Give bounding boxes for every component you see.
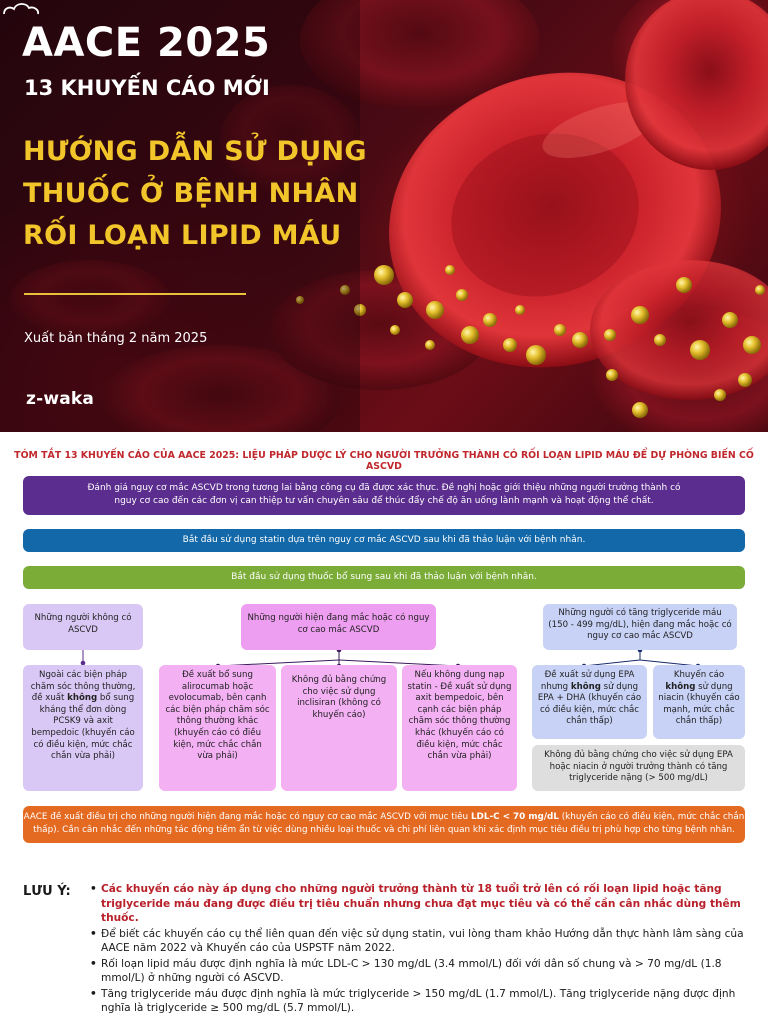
tg-recommendation-niacin bbox=[653, 665, 745, 739]
publication-date: Xuất bản tháng 2 năm 2025 bbox=[24, 331, 208, 346]
hero-subtitle: 13 KHUYẾN CÁO MỚI bbox=[24, 76, 270, 100]
cloud-logo-icon bbox=[0, 0, 80, 32]
note-item: • Rối loạn lipid máu được định nghĩa là mức LDL-C > 130 mg/dL (3.4 mmol/L) đối với dân số chung và > 70 mg/dL (1.8 mmol/L) ở những người có ASCVD. bbox=[90, 957, 750, 986]
note-item: • Các khuyến cáo này áp dụng cho những người trưởng thành từ 18 tuổi trở lên có rối loạn lipid hoặc tăng triglyceride máu đang được điều trị tiêu chuẩn nhưng chưa đạt mục tiêu và có thể cần cân nhắc dùng thêm thuốc. bbox=[90, 882, 750, 926]
hero-heading-line-1: HƯỚNG DẪN SỬ DỤNG bbox=[23, 136, 367, 167]
tg-severe-evidence-note: Không đủ bằng chứng cho việc sử dụng EPA hoặc niacin ở người trưởng thành có tăng triglyceride nặng (> 500 mg/dL) bbox=[532, 745, 745, 791]
notes-list bbox=[90, 882, 750, 1017]
summary-title: TÓM TẮT 13 KHUYẾN CÁO CỦA AACE 2025: LIỆU PHÁP DƯỢC LÝ CHO NGƯỜI TRƯỞNG THÀNH CÓ RỐI LOẠN LIPID MÁU ĐỂ DỰ PHÒNG BIẾN CỐ ASCVD bbox=[14, 450, 754, 472]
band-risk-assessment bbox=[23, 476, 745, 515]
tg-epa-text-bold: không bbox=[570, 681, 601, 692]
group-no-ascvd-recommendation bbox=[23, 665, 143, 791]
tg-recommendation-epa bbox=[532, 665, 647, 739]
band-supplement: Bắt đầu sử dụng thuốc bổ sung sau khi đã thảo luận với bệnh nhân. bbox=[23, 566, 745, 589]
tg-epa-text-2: sử dụng EPA + DHA (khuyến cáo có điều kiện, mức chắc chắn thấp) bbox=[537, 681, 642, 727]
note-item: • Tăng triglyceride máu được định nghĩa là mức triglyceride > 150 mg/dL (1.7 mmol/L). Tăng triglyceride nặng được định nghĩa là triglyceride ≥ 500 mg/dL (5.7 mmol/L). bbox=[90, 987, 750, 1016]
group-ascvd-header: Những người hiện đang mắc hoặc có nguy cơ cao mắc ASCVD bbox=[241, 604, 436, 650]
notes-label: LƯU Ý: bbox=[23, 884, 71, 899]
group-no-ascvd-header: Những người không có ASCVD bbox=[23, 604, 143, 650]
ldl-target-recommendation bbox=[23, 806, 745, 843]
tg-niacin-text-bold: không bbox=[665, 681, 696, 692]
no-ascvd-text-1: Ngoài các biện pháp chăm sóc thông thường, đề xuất bbox=[30, 670, 136, 704]
ldl-target-text-2: (khuyến cáo có điều kiện, mức chắc chắn bbox=[561, 812, 745, 822]
tg-niacin-text-1: Khuyến cáo bbox=[673, 670, 725, 680]
ldl-target-value: LDL-C < 70 mg/dL bbox=[470, 812, 559, 822]
hero-divider bbox=[24, 293, 246, 295]
ldl-target-text-1: AACE đề xuất điều trị cho những người hiện đang mắc hoặc có nguy cơ cao mắc ASCVD với mục tiêu bbox=[23, 812, 469, 822]
ascvd-recommendation-bempedoic: Nếu không dung nạp statin - Đề xuất sử dụng axit bempedoic, bên cạnh các biện pháp chăm sóc thông thường khác (khuyến cáo có điều kiện, mức chắc chắn vừa phải) bbox=[402, 665, 517, 791]
group-triglyceride-header: Những người có tăng triglyceride máu (150 - 499 mg/dL), hiện đang mắc hoặc có nguy cơ cao mắc ASCVD bbox=[543, 604, 737, 650]
brand-logo-text: z-waka bbox=[26, 389, 95, 409]
band-statin: Bắt đầu sử dụng statin dựa trên nguy cơ mắc ASCVD sau khi đã thảo luận với bệnh nhân. bbox=[23, 529, 745, 552]
band-risk-assessment-line-2: nguy cơ cao đến các đơn vị can thiệp tư vấn chuyên sâu để thúc đẩy chế độ ăn uống lành mạnh và hoạt động thể chất. bbox=[114, 496, 654, 506]
hero-banner bbox=[0, 0, 768, 432]
ascvd-recommendation-inclisiran: Không đủ bằng chứng cho việc sử dụng inclisiran (không có khuyến cáo) bbox=[281, 665, 397, 791]
hero-heading-line-2: THUỐC Ở BỆNH NHÂN bbox=[23, 178, 359, 209]
ascvd-recommendation-alirocumab: Đề xuất bổ sung alirocumab hoặc evolocumab, bên cạnh các biện pháp chăm sóc thông thường khác (khuyến cáo có điều kiện, mức chắc chắn vừa phải) bbox=[159, 665, 276, 791]
hero-heading-line-3: RỐI LOẠN LIPID MÁU bbox=[23, 220, 342, 251]
note-item: • Để biết các khuyến cáo cụ thể liên quan đến việc sử dụng statin, vui lòng tham khảo Hướng dẫn thực hành lâm sàng của AACE năm 2022 và Khuyến cáo của USPSTF năm 2022. bbox=[90, 927, 750, 956]
hero-title: AACE 2025 bbox=[22, 20, 271, 66]
band-risk-assessment-line-1: Đánh giá nguy cơ mắc ASCVD trong tương lai bằng công cụ đã được xác thực. Đề nghị hoặc giới thiệu những người trưởng thành có bbox=[87, 483, 681, 493]
no-ascvd-text-bold: không bbox=[67, 693, 98, 704]
ldl-target-text-3: thấp). Cần cân nhắc đến những tác động tiềm ẩn từ việc dùng nhiều loại thuốc và chi phí liên quan khi xác định mục tiêu điều trị phù hợp cho từng bệnh nhân. bbox=[33, 824, 735, 835]
no-ascvd-text-2: bổ sung kháng thể đơn dòng PCSK9 và axit bempedoic (khuyến cáo có điều kiện, mức chắc chắn vừa phải) bbox=[31, 693, 135, 762]
tg-niacin-text-2: sử dụng niacin (khuyến cáo mạnh, mức chắc chắn thấp) bbox=[658, 681, 740, 727]
tg-epa-text-1: Đề xuất sử dụng EPA nhưng bbox=[540, 670, 635, 692]
